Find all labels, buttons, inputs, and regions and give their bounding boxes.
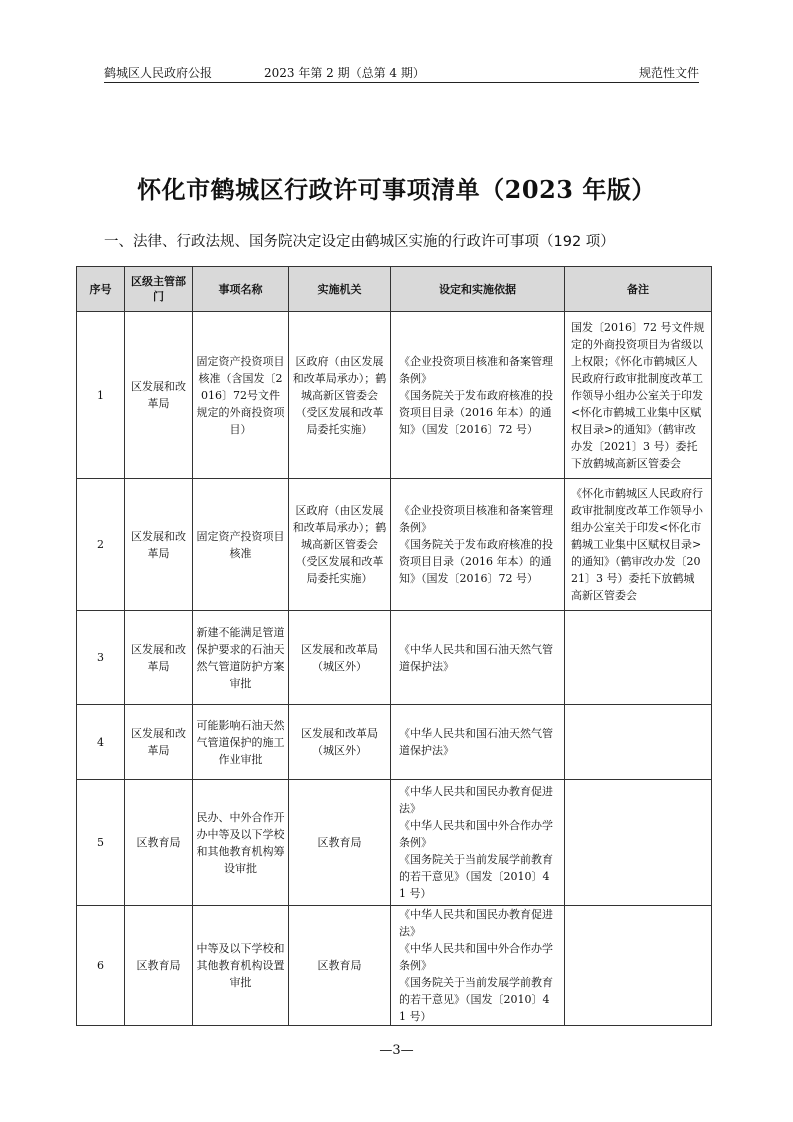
cell-agency: 区政府（由区发展和改革局承办）；鹤城高新区管委会（受区发展和改革局委托实施）	[289, 312, 391, 479]
cell-agency: 区发展和改革局（城区外）	[289, 705, 391, 780]
cell-item: 中等及以下学校和其他教育机构设置审批	[193, 906, 289, 1026]
cell-note	[565, 611, 712, 705]
cell-basis: 《中华人民共和国石油天然气管道保护法》	[391, 705, 565, 780]
cell-no: 1	[77, 312, 125, 479]
table-row	[77, 312, 712, 479]
cell-agency: 区教育局	[289, 780, 391, 906]
cell-agency: 区教育局	[289, 906, 391, 1026]
cell-note	[565, 906, 712, 1026]
cell-item: 固定资产投资项目核准	[193, 479, 289, 611]
col-header-note: 备注	[565, 267, 712, 312]
cell-dept: 区发展和改革局	[125, 705, 193, 780]
col-header-no: 序号	[77, 267, 125, 312]
cell-basis: 《企业投资项目核准和备案管理条例》 《国务院关于发布政府核准的投资项目目录（2016 年本）的通知》（国发〔2016〕72 号）	[391, 312, 565, 479]
cell-dept: 区发展和改革局	[125, 312, 193, 479]
header-issue: 2023 年第 2 期（总第 4 期）	[264, 66, 425, 80]
cell-dept: 区发展和改革局	[125, 479, 193, 611]
cell-dept: 区教育局	[125, 780, 193, 906]
cell-note	[565, 780, 712, 906]
document-title: 怀化市鹤城区行政许可事项清单（2023 年版）	[137, 175, 656, 204]
cell-note: 《怀化市鹤城区人民政府行政审批制度改革工作领导小组办公室关于印发<怀化市鹤城工业集中区赋权目录>的通知》（鹤审改办发〔2021〕3 号）委托下放鹤城高新区管委会	[565, 479, 712, 611]
section-heading: 一、法律、行政法规、国务院决定设定由鹤城区实施的行政许可事项（192 项）	[104, 234, 615, 250]
header-category: 规范性文件	[638, 66, 699, 80]
cell-item: 新建不能满足管道保护要求的石油天然气管道防护方案审批	[193, 611, 289, 705]
table-row	[77, 906, 712, 1026]
cell-item: 可能影响石油天然气管道保护的施工作业审批	[193, 705, 289, 780]
col-header-dept: 区级主管部门	[125, 267, 193, 312]
cell-no: 6	[77, 906, 125, 1026]
cell-agency: 区政府（由区发展和改革局承办）；鹤城高新区管委会（受区发展和改革局委托实施）	[289, 479, 391, 611]
cell-basis: 《企业投资项目核准和备案管理条例》 《国务院关于发布政府核准的投资项目目录（2016 年本）的通知》（国发〔2016〕72 号）	[391, 479, 565, 611]
cell-agency: 区发展和改革局（城区外）	[289, 611, 391, 705]
cell-no: 4	[77, 705, 125, 780]
page-header	[104, 60, 699, 83]
table-row	[77, 479, 712, 611]
header-publication: 鹤城区人民政府公报	[104, 66, 213, 80]
cell-item: 固定资产投资项目核准（含国发〔2016〕72号文件规定的外商投资项目）	[193, 312, 289, 479]
cell-basis: 《中华人民共和国石油天然气管道保护法》	[391, 611, 565, 705]
cell-no: 5	[77, 780, 125, 906]
table-row	[77, 611, 712, 705]
table-row	[77, 780, 712, 906]
table-header-row	[77, 267, 712, 312]
table-row	[77, 705, 712, 780]
cell-item: 民办、中外合作开办中等及以下学校和其他教育机构筹设审批	[193, 780, 289, 906]
cell-dept: 区教育局	[125, 906, 193, 1026]
cell-dept: 区发展和改革局	[125, 611, 193, 705]
col-header-item: 事项名称	[193, 267, 289, 312]
cell-basis: 《中华人民共和国民办教育促进法》 《中华人民共和国中外合作办学条例》 《国务院关于当前发展学前教育的若干意见》（国发〔2010〕41 号）	[391, 780, 565, 906]
cell-no: 2	[77, 479, 125, 611]
col-header-basis: 设定和实施依据	[391, 267, 565, 312]
col-header-agency: 实施机关	[289, 267, 391, 312]
page-number: —3—	[379, 1043, 414, 1058]
cell-note	[565, 705, 712, 780]
permit-table	[76, 266, 712, 1026]
cell-note: 国发〔2016〕72 号文件规定的外商投资项目为省级以上权限；《怀化市鹤城区人民政府行政审批制度改革工作领导小组办公室关于印发<怀化市鹤城工业集中区赋权目录>的通知》（鹤审改办发〔2021〕3 号）委托下放鹤城高新区管委会	[565, 312, 712, 479]
cell-no: 3	[77, 611, 125, 705]
cell-basis: 《中华人民共和国民办教育促进法》 《中华人民共和国中外合作办学条例》 《国务院关于当前发展学前教育的若干意见》（国发〔2010〕41 号）	[391, 906, 565, 1026]
